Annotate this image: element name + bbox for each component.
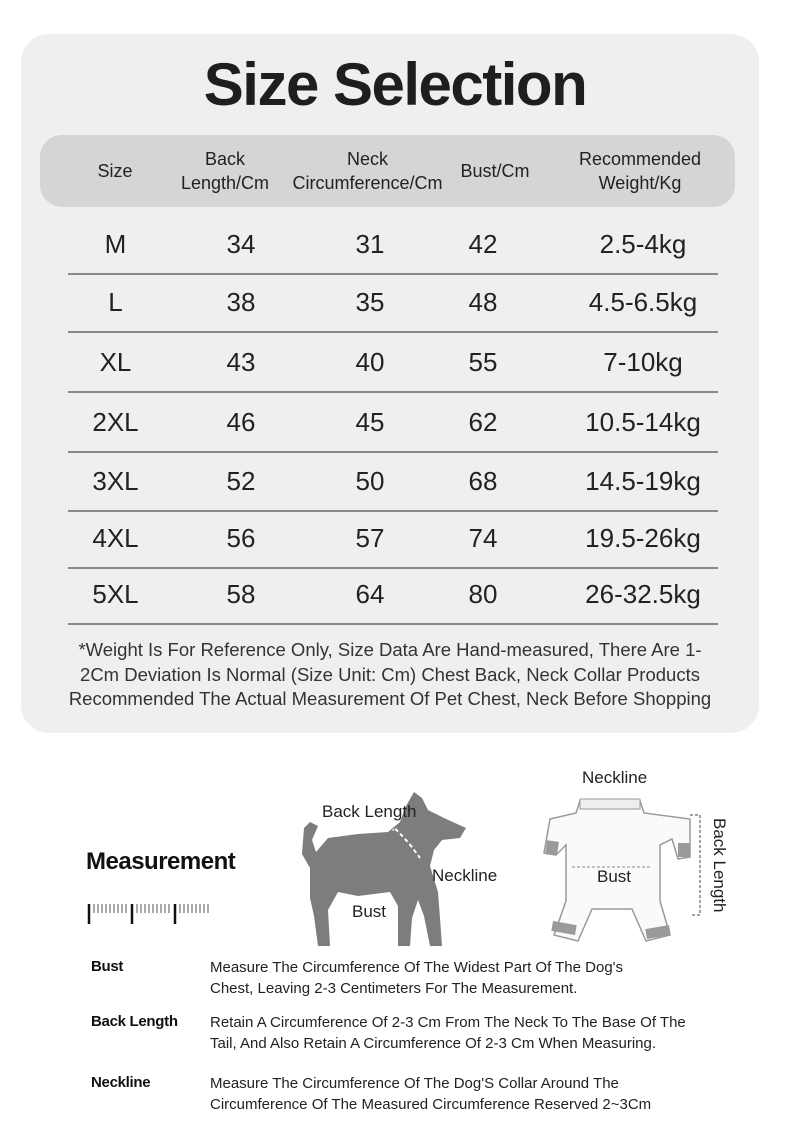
cell-size: 5XL — [92, 578, 139, 609]
cell-bust: 62 — [468, 406, 498, 437]
cell-size: M — [104, 228, 127, 259]
cell-weight: 14.5-19kg — [585, 465, 701, 496]
table-row — [68, 215, 718, 275]
header-neck — [280, 135, 455, 207]
cell-neck: 40 — [355, 346, 385, 377]
cell-neck: 64 — [355, 578, 385, 609]
reference-note — [30, 638, 750, 712]
cell-weight: 19.5-26kg — [585, 522, 701, 553]
cell-size: 4XL — [92, 522, 139, 553]
cell-weight: 2.5-4kg — [599, 228, 687, 259]
cell-bust: 42 — [468, 228, 498, 259]
dog-back-length-label: Back Length — [322, 802, 417, 821]
cell-size: 2XL — [92, 406, 139, 437]
table-row — [68, 452, 718, 512]
cell-bust: 80 — [468, 578, 498, 609]
header-bust — [450, 135, 540, 207]
definition-text-neckline — [210, 1074, 750, 1115]
measurement-title: Measurement — [86, 848, 236, 875]
definition-term-bust: Bust — [91, 958, 124, 975]
table-row — [68, 273, 718, 333]
cell-size: L — [108, 286, 123, 317]
cell-back: 38 — [226, 286, 256, 317]
table-row — [68, 509, 718, 569]
note-line: 2Cm Deviation Is Normal (Size Unit: Cm) Chest Back, Neck Collar Products — [80, 663, 700, 685]
header-neck-line1: Neck — [346, 149, 388, 169]
header-back-length — [170, 135, 280, 207]
cell-size: XL — [99, 346, 132, 377]
header-size — [80, 135, 150, 207]
dog-neckline-label: Neckline — [432, 866, 498, 885]
header-neck-line2: Circumference/Cm — [292, 173, 443, 193]
cell-size: 3XL — [92, 465, 139, 496]
row-divider — [68, 623, 718, 625]
page-title: Size Selection — [203, 51, 587, 118]
table-row — [68, 565, 718, 625]
garment-neckline-label: Neckline — [582, 768, 648, 787]
header-back-line1: Back — [204, 149, 246, 169]
cell-bust: 55 — [468, 346, 498, 377]
cell-neck: 31 — [355, 228, 385, 259]
header-weight — [560, 135, 720, 207]
definition-line: Tail, And Also Retain A Circumference Of 2-3 Cm When Measuring. — [210, 1034, 657, 1052]
cell-back: 58 — [226, 578, 256, 609]
cell-neck: 35 — [355, 286, 385, 317]
cell-back: 56 — [226, 522, 256, 553]
garment-back-length-label: Back Length — [710, 818, 729, 913]
cell-bust: 48 — [468, 286, 498, 317]
header-weight-line1: Recommended — [578, 149, 702, 169]
definition-text-bust — [210, 958, 750, 999]
cell-weight: 26-32.5kg — [585, 578, 701, 609]
definition-line: Chest, Leaving 2-3 Centimeters For The Measurement. — [210, 979, 578, 997]
cell-back: 34 — [226, 228, 256, 259]
note-line: Recommended The Actual Measurement Of Pet Chest, Neck Before Shopping — [68, 688, 712, 709]
cell-bust: 68 — [468, 465, 498, 496]
header-back-line2: Length/Cm — [180, 173, 270, 193]
table-row — [68, 333, 718, 393]
definition-line: Measure The Circumference Of The Dog'S Collar Around The — [210, 1075, 619, 1092]
definition-term-back-length: Back Length — [91, 1013, 178, 1030]
cell-neck: 50 — [355, 465, 385, 496]
garment-bust-label: Bust — [597, 867, 632, 886]
cell-weight: 4.5-6.5kg — [588, 286, 698, 317]
definition-line: Measure The Circumference Of The Widest Part Of The Dog's — [210, 959, 624, 976]
definition-text-back-length — [210, 1013, 750, 1054]
table-header — [40, 135, 735, 207]
cell-back: 52 — [226, 465, 256, 496]
cell-back: 43 — [226, 346, 256, 377]
cell-neck: 45 — [355, 406, 385, 437]
cell-weight: 7-10kg — [603, 346, 683, 377]
table-row — [68, 393, 718, 453]
dog-bust-label: Bust — [352, 902, 387, 921]
cell-weight: 10.5-14kg — [585, 406, 701, 437]
cell-neck: 57 — [355, 522, 385, 553]
header-bust-text: Bust/Cm — [460, 161, 530, 181]
header-weight-line2: Weight/Kg — [598, 173, 682, 193]
ruler-icon — [88, 900, 214, 926]
definition-line: Circumference Of The Measured Circumference Reserved 2~3Cm — [210, 1095, 652, 1113]
cell-bust: 74 — [468, 522, 498, 553]
note-line: *Weight Is For Reference Only, Size Data Are Hand-measured, There Are 1- — [78, 639, 702, 660]
definition-line: Retain A Circumference Of 2-3 Cm From The Neck To The Base Of The — [210, 1014, 686, 1031]
header-size-text: Size — [97, 161, 133, 181]
definition-term-neckline: Neckline — [91, 1074, 151, 1091]
cell-back: 46 — [226, 406, 256, 437]
